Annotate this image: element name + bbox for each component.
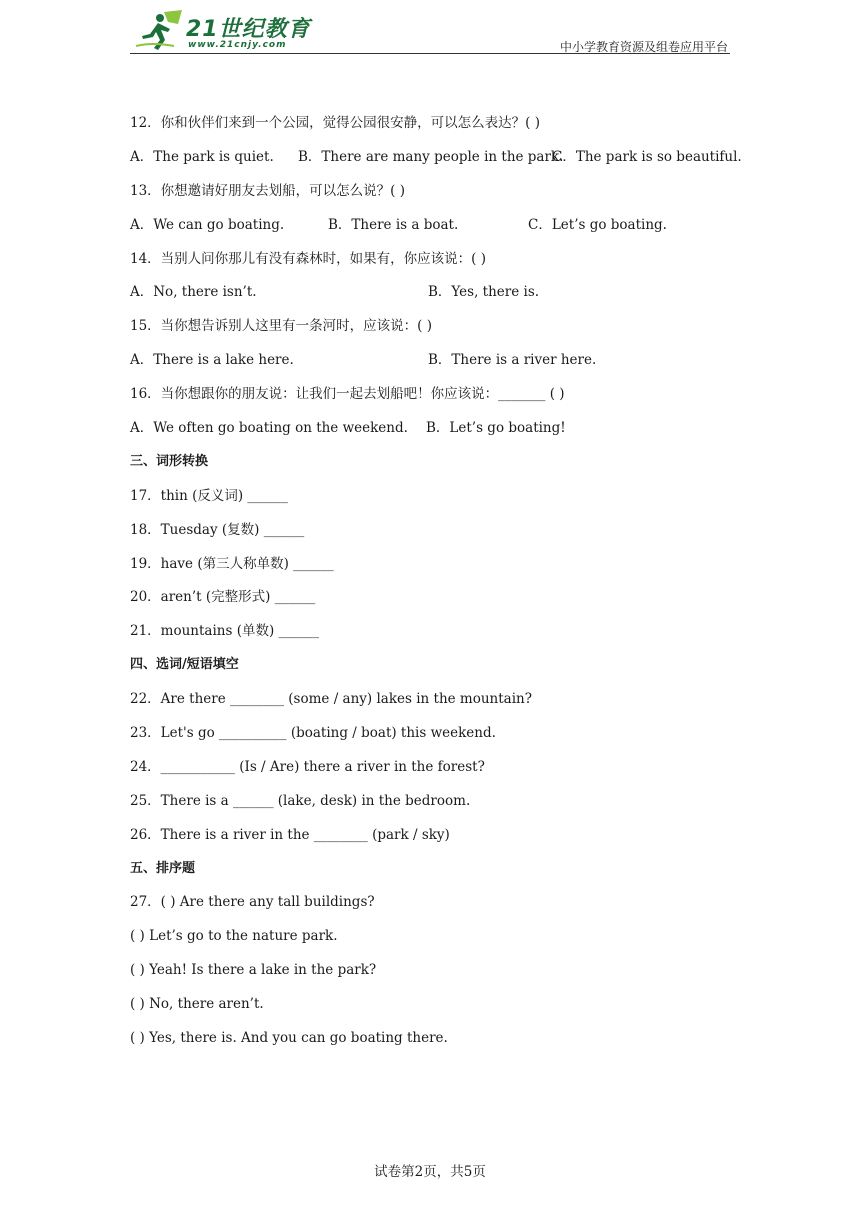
option-c: C．The park is so beautiful. [552,148,742,165]
question-19: 19．have (第三人称单数) ______ [130,555,334,572]
option-a: A．We can go boating. [130,216,285,233]
question-22: 22．Are there ________ (some / any) lakes in the mountain? [130,691,532,708]
question-12-stem: 12．你和伙伴们来到一个公园，觉得公园很安静，可以怎么表达？( ) [130,115,541,131]
question-17: 17．thin (反义词) ______ [130,487,288,504]
ordering-line-2: ( ) Let’s go to the nature park. [130,928,338,945]
header-divider [130,53,730,54]
option-b: B．Yes, there is. [428,284,540,301]
question-26: 26．There is a river in the ________ (park / sky) [130,826,450,843]
question-13-stem: 13．你想邀请好朋友去划船，可以怎么说？( ) [130,182,406,199]
question-15-options [130,350,730,384]
page-number: 试卷第2页，共5页 [374,1164,486,1180]
question-18: 18．Tuesday (复数) ______ [130,521,305,538]
question-20: 20．aren’t (完整形式) ______ [130,589,316,606]
page-header [130,6,730,56]
question-21: 21．mountains (单数) ______ [130,623,320,640]
question-12-options [130,147,742,181]
option-b: B．There is a river here. [428,352,597,369]
ordering-line-3: ( ) Yeah! Is there a lake in the park? [130,962,377,979]
question-23: 23．Let's go __________ (boating / boat) this weekend. [130,725,496,742]
option-b: B．There is a boat. [328,216,459,233]
logo [134,8,314,52]
question-24: 24．___________ (Is / Are) there a river in the forest? [130,758,485,775]
option-a: A．There is a lake here. [130,352,294,369]
section-title-ordering: 五、排序题 [130,860,196,876]
option-b: B．Let’s go boating! [426,420,566,437]
question-16-options [130,418,730,452]
ordering-line-5: ( ) Yes, there is. And you can go boating there. [130,1030,448,1047]
logo-title: 21世纪教育 [186,17,311,42]
question-25: 25．There is a ______ (lake, desk) in the bedroom. [130,792,471,809]
ordering-line-4: ( ) No, there aren’t. [130,996,264,1013]
question-14-stem: 14．当别人问你那儿有没有森林时，如果有，你应该说：( ) [130,250,487,267]
question-15-stem: 15．当你想告诉别人这里有一条河时，应该说：( ) [130,318,433,335]
runner-logo-icon [134,8,186,52]
section-title-fill-in: 四、选词/短语填空 [130,657,239,673]
option-b: B．There are many people in the park. [298,148,564,165]
logo-url: www.21cnjy.com [188,40,287,50]
option-a: A．No, there isn’t. [130,284,257,301]
section-title-word-forms: 三、词形转换 [130,453,209,469]
question-27: 27．( ) Are there any tall buildings? [130,894,375,911]
platform-name: 中小学教育资源及组卷应用平台 [559,40,728,54]
question-16-stem: 16．当你想跟你的朋友说：让我们一起去划船吧！你应该说：_______ ( ) [130,386,565,403]
question-14-options [130,282,730,316]
option-a: A．The park is quiet. [130,148,274,165]
question-13-options [130,215,730,249]
option-c: C．Let’s go boating. [528,216,667,233]
option-a: A．We often go boating on the weekend. [130,420,408,437]
exam-content [130,113,742,1062]
